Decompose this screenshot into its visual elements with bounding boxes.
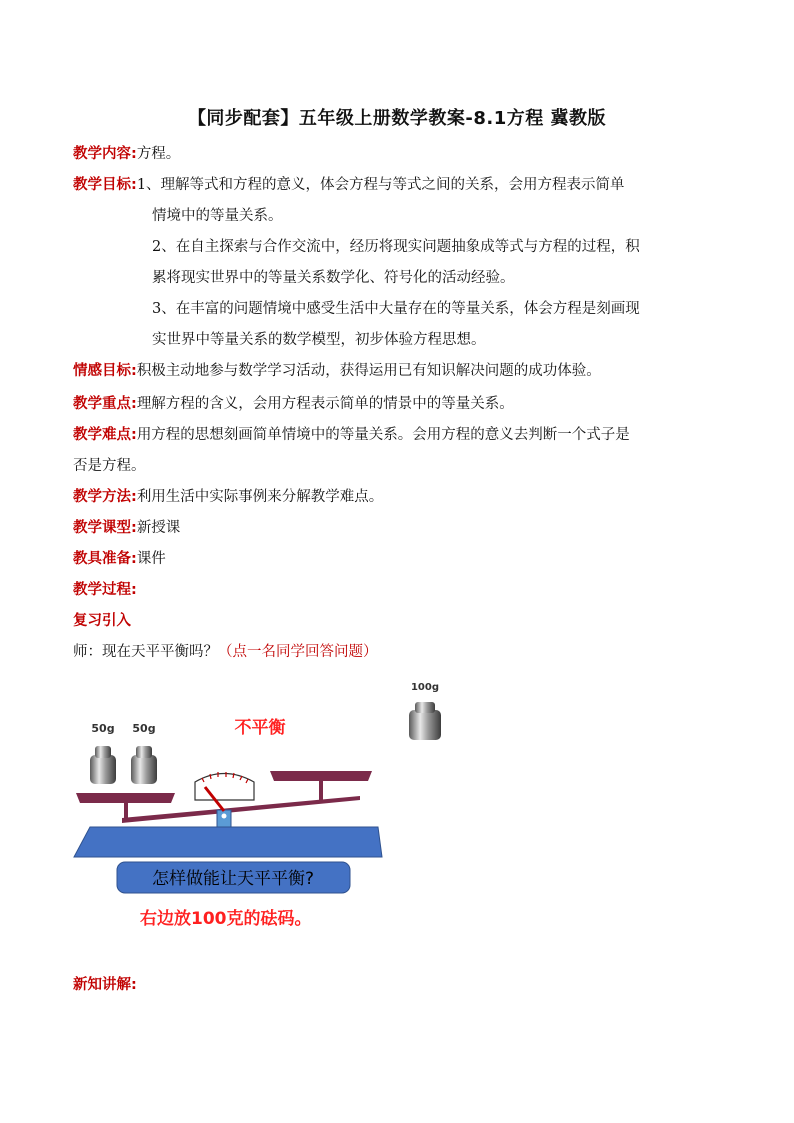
tools-label: 教具准备: [73,551,137,567]
method-row [73,487,383,507]
difficulty-row [73,425,630,445]
weight-right [409,702,441,740]
key-label: 教学重点: [73,396,137,412]
tools-row [73,549,166,569]
key-row [73,394,514,414]
type-row [73,518,180,538]
teacher-note: （点一名同学回答问题） [218,644,378,660]
goals-line-3: 2、在自主探索与合作交流中，经历将现实问题抽象成等式与方程的过程，积 [152,239,640,255]
goals-line-4: 累将现实世界中的等量关系数学化、符号化的活动经验。 [152,270,515,286]
weight-left-2-label: 50g [132,722,156,735]
teacher-prefix: 师：现在天平平衡吗？ [73,644,218,660]
content-row [73,144,180,164]
process-row [73,580,137,600]
left-pan [76,793,175,803]
weight-left-2 [131,746,157,784]
process-label: 教学过程: [73,582,137,598]
goals-label: 教学目标: [73,177,137,193]
review-row [73,611,131,631]
type-label: 教学课型: [73,520,137,536]
goals-row [73,175,625,195]
content-label: 教学内容: [73,146,137,162]
right-pan [270,771,372,781]
method-label: 教学方法: [73,489,137,505]
emotion-text: 积极主动地参与数学学习活动，获得运用已有知识解决问题的成功体验。 [136,363,601,379]
scale-base [74,827,382,857]
pivot-bolt [222,814,227,819]
difficulty-line-1: 用方程的思想刻画简单情境中的等量关系。会用方程的意义去判断一个式子是 [136,427,630,443]
difficulty-line-2: 否是方程。 [73,458,146,474]
new-section-label: 新知讲解: [73,977,137,993]
goals-line-1: 1、理解等式和方程的意义，体会方程与等式之间的关系，会用方程表示简单 [136,177,625,193]
key-text: 理解方程的含义，会用方程表示简单的情景中的等量关系。 [136,396,514,412]
method-text: 利用生活中实际事例来分解教学难点。 [136,489,384,505]
answer-text: 右边放100克的砝码。 [140,909,312,929]
page-title: 【同步配套】五年级上册数学教案-8.1方程 冀教版 [187,108,607,129]
goals-line-2: 情境中的等量关系。 [152,208,283,224]
difficulty-label: 教学难点: [73,427,137,443]
weight-right-label: 100g [410,682,440,693]
balance-illustration [60,670,460,940]
emotion-label: 情感目标: [73,363,137,379]
review-label: 复习引入 [73,613,131,629]
teacher-row [73,642,378,662]
goals-line-5: 3、在丰富的问题情境中感受生活中大量存在的等量关系，体会方程是刻画现 [152,301,640,317]
right-pan-stem [319,780,323,800]
goals-line-6: 实世界中等量关系的数学模型，初步体验方程思想。 [152,332,486,348]
balance-status: 不平衡 [234,718,286,738]
emotion-row [73,361,601,381]
weight-left-1-label: 50g [91,722,115,735]
scale-dial [195,774,254,801]
type-text: 新授课 [136,520,181,536]
question-text: 怎样做能让天平平衡? [151,869,315,889]
content-text: 方程。 [136,146,181,162]
weight-left-1 [90,746,116,784]
left-pan-stem [124,801,128,821]
new-section-row [73,975,137,995]
tools-text: 课件 [136,551,166,567]
